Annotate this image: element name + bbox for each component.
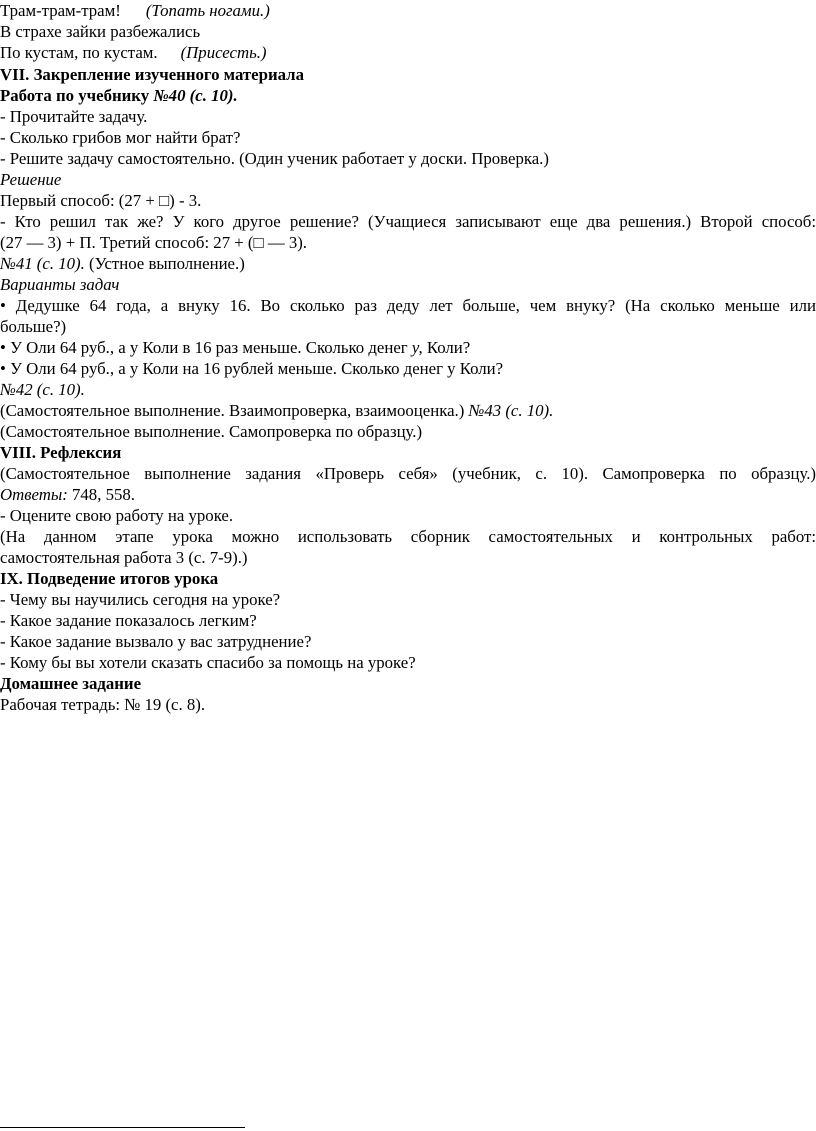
solution-line: - Кто решил так же? У кого другое решение? (Учащиеся записывают еще два решения.) Второй способ:: [0, 212, 816, 231]
reflection-line: (Самостоятельное выполнение задания «Проверь себя» (учебник, с. 10). Самопроверка по образцу.): [0, 464, 816, 483]
task-note: (Устное выполнение.): [84, 254, 245, 273]
question-line: - Решите задачу самостоятельно. (Один ученик работает у доски. Проверка.): [0, 149, 549, 168]
poem-line-1: [0, 0, 816, 22]
homework-heading: Домашнее задание: [0, 674, 142, 693]
note-line: (На данном этапе урока можно использовать сборник самостоятельных и контрольных работ:: [0, 527, 816, 546]
question-line: - Чему вы научились сегодня на уроке?: [0, 590, 281, 609]
poem-text: По кустам, по кустам.: [0, 43, 158, 62]
homework-line: Рабочая тетрадь: № 19 (с. 8).: [0, 695, 206, 714]
textbook-task-heading: [0, 85, 816, 107]
heading-text: Работа по учебнику: [0, 86, 154, 105]
question-line: - Оцените свою работу на уроке.: [0, 506, 234, 525]
solution-line: Первый способ: (27 + □) - 3.: [0, 191, 202, 210]
question-line: - Кому бы вы хотели сказать спасибо за помощь на уроке?: [0, 653, 416, 672]
poem-line-3: [0, 42, 816, 64]
task-42-line: №42 (с. 10).: [0, 380, 85, 399]
question-line: - Какое задание вызвало у вас затруднение?: [0, 632, 312, 651]
answers-values: 748, 558.: [67, 485, 135, 504]
variant-item: • У Оли 64 руб., а у Коли на 16 рублей меньше. Сколько денег у Коли?: [0, 359, 504, 378]
variant-italic: у,: [411, 338, 423, 357]
poem-line-2: В страхе зайки разбежались: [0, 22, 201, 41]
variant-text: Коли?: [422, 338, 471, 357]
solution-line: (27 — 3) + П. Третий способ: 27 + (□ — 3).: [0, 233, 308, 252]
task-reference: №41 (с. 10).: [0, 254, 85, 273]
variant-item: • Дедушке 64 года, а внуку 16. Во сколько раз деду лет больше, чем внуку? (На сколько меньше или: [0, 296, 816, 315]
solution-label: Решение: [0, 170, 62, 189]
section-heading-vii: VII. Закрепление изученного материала: [0, 65, 304, 84]
answers-line: [0, 484, 816, 506]
variants-label: Варианты задач: [0, 275, 120, 294]
answers-label: Ответы:: [0, 485, 68, 504]
question-line: - Сколько грибов мог найти брат?: [0, 128, 241, 147]
variant-text: • У Оли 64 руб., а у Коли в 16 раз меньше. Сколько денег: [0, 338, 412, 357]
stage-direction: (Присесть.): [180, 43, 267, 62]
task-reference: №43 (с. 10).: [468, 401, 554, 420]
task-note: (Самостоятельное выполнение. Взаимопроверка, взаимооценка.): [0, 401, 469, 420]
task-note-line: (Самостоятельное выполнение. Самопроверка по образцу.): [0, 422, 423, 441]
poem-text: Трам-трам-трам!: [0, 1, 121, 20]
section-heading-viii: VIII. Рефлексия: [0, 443, 122, 462]
task-43-line: [0, 400, 816, 422]
question-line: - Прочитайте задачу.: [0, 107, 148, 126]
question-line: - Какое задание показалось легким?: [0, 611, 257, 630]
variant-item-cont: больше?): [0, 317, 67, 336]
task-41-line: [0, 253, 816, 275]
section-heading-ix: IX. Подведение итогов урока: [0, 569, 219, 588]
note-line: самостоятельная работа 3 (с. 7-9).): [0, 548, 248, 567]
stage-direction: (Топать ногами.): [145, 1, 270, 20]
variant-item: [0, 337, 816, 359]
task-reference: №40 (с. 10).: [153, 86, 238, 105]
footnote-separator: [0, 1127, 245, 1128]
